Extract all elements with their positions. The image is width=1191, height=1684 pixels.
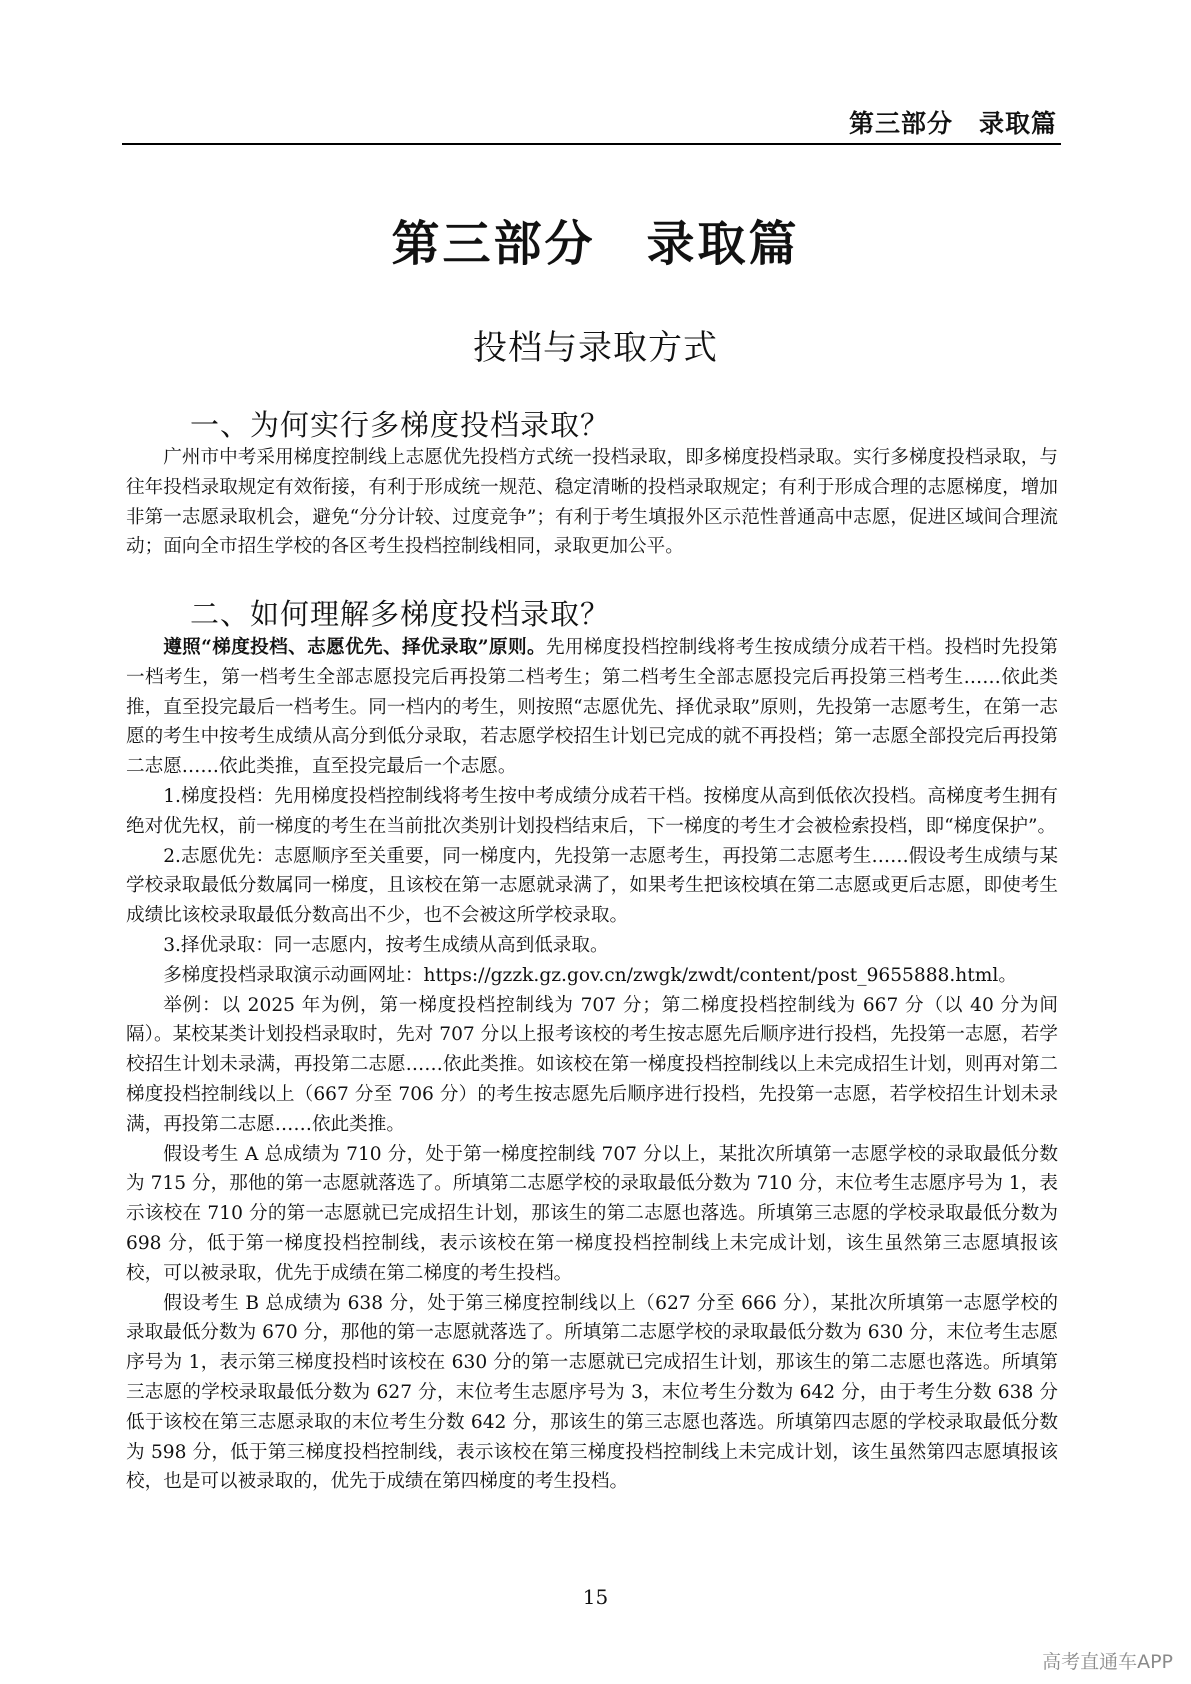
header-rule xyxy=(122,143,1061,145)
principle-text: 先用梯度投档控制线将考生按成绩分成若干档。投档时先投第一档考生，第一档考生全部志愿投完后再投第二档考生；第二档考生全部志愿投完后再投第三档考生……依此类推，直至投完最后一档考生。同一档内的考生，则按照“志愿优先、择优录取”原则，先投第一志愿考生，在第一志愿的考生中按考生成绩从高分到低分录取，若志愿学校招生计划已完成的就不再投档；第一志愿全部投完后再投第二志愿……依此类推，直至投完最后一个志愿。 xyxy=(126,637,1058,778)
heading-why-multi-gradient: 一、为何实行多梯度投档录取？ xyxy=(190,408,611,442)
principle-lead: 遵照“梯度投档、志愿优先、择优录取”原则。 xyxy=(163,637,546,658)
section-1-body xyxy=(126,443,1058,562)
paragraph-preference: 2.志愿优先：志愿顺序至关重要，同一梯度内，先投第一志愿考生，再投第二志愿考生……假设考生成绩与某学校录取最低分数属同一梯度，且该校在第一志愿就录满了，如果考生把该校填在第二志愿或更后志愿，即使考生成绩比该校录取最低分数高出不少，也不会被这所学校录取。 xyxy=(126,845,1058,927)
paragraph-demo-url: 多梯度投档录取演示动画网址：https://gzzk.gz.gov.cn/zwgk/zwdt/content/post_9655888.html。 xyxy=(163,964,1017,986)
paragraph-student-b: 假设考生 B 总成绩为 638 分，处于第三梯度控制线以上（627 分至 666 分），某批次所填第一志愿学校的录取最低分数为 670 分，那他的第一志愿就落选了。所填第二志愿学校的录取最低分数为 630 分，末位考生志愿序号为 1，表示第三梯度投档时该校在 630 分的第一志愿就已完成招生计划，那该生的第二志愿也落选。所填第三志愿的学校录取最低分数为 627 分，末位考生志愿序号为 3，末位考生分数为 642 分，由于考生分数 638 分低于该校在第三志愿录取的末位考生分数 642 分，那该生的第三志愿也落选。所填第四志愿的学校录取最低分数为 598 分，低于第三梯度投档控制线，表示该校在第三梯度投档控制线上未完成计划，该生虽然第四志愿填报该校，也是可以被录取的，优先于成绩在第四梯度的考生投档。 xyxy=(126,1292,1058,1493)
paragraph-student-a: 假设考生 A 总成绩为 710 分，处于第一梯度控制线 707 分以上，某批次所填第一志愿学校的录取最低分数为 715 分，那他的第一志愿就落选了。所填第二志愿学校的录取最低分数为 710 分，末位考生志愿序号为 1，表示该校在 710 分的第一志愿就已完成招生计划，那该生的第二志愿也落选。所填第三志愿的学校录取最低分数为 698 分，低于第一梯度投档控制线，表示该校在第一梯度投档控制线上未完成计划，该生虽然第三志愿填报该校，可以被录取，优先于成绩在第二梯度的考生投档。 xyxy=(126,1143,1058,1284)
section-title: 投档与录取方式 xyxy=(473,328,718,368)
paragraph-gradient: 1.梯度投档：先用梯度投档控制线将考生按中考成绩分成若干档。按梯度从高到低依次投档。高梯度考生拥有绝对优先权，前一梯度的考生在当前批次类别计划投档结束后，下一梯度的考生才会被检索投档，即“梯度保护”。 xyxy=(126,785,1058,837)
heading-how-understand: 二、如何理解多梯度投档录取？ xyxy=(190,597,611,631)
watermark: 高考直通车APP xyxy=(1042,1651,1173,1673)
paragraph-principle xyxy=(126,633,1058,782)
running-header: 第三部分 录取篇 xyxy=(848,109,1057,138)
part-title: 第三部分 录取篇 xyxy=(391,216,800,272)
paragraph: 广州市中考采用梯度控制线上志愿优先投档方式统一投档录取，即多梯度投档录取。实行多梯度投档录取，与往年投档录取规定有效衔接，有利于形成统一规范、稳定清晰的投档录取规定；有利于形成合理的志愿梯度，增加非第一志愿录取机会，避免“分分计较、过度竞争”；有利于考生填报外区示范性普通高中志愿，促进区域间合理流动；面向全市招生学校的各区考生投档控制线相同，录取更加公平。 xyxy=(126,447,1058,558)
paragraph-example: 举例：以 2025 年为例，第一梯度投档控制线为 707 分；第二梯度投档控制线为 667 分（以 40 分为间隔）。某校某类计划投档录取时，先对 707 分以上报考该校的考生按志愿先后顺序进行投档，先投第一志愿，若学校招生计划未录满，再投第二志愿……依此类推。如该校在第一梯度投档控制线以上未完成招生计划，则再对第二梯度投档控制线以上（667 分至 706 分）的考生按志愿先后顺序进行投档，先投第一志愿，若学校招生计划未录满，再投第二志愿……依此类推。 xyxy=(126,994,1058,1135)
page-number: 15 xyxy=(582,1585,609,1609)
section-2-body xyxy=(126,633,1058,1497)
paragraph-merit: 3.择优录取：同一志愿内，按考生成绩从高到低录取。 xyxy=(163,934,609,956)
